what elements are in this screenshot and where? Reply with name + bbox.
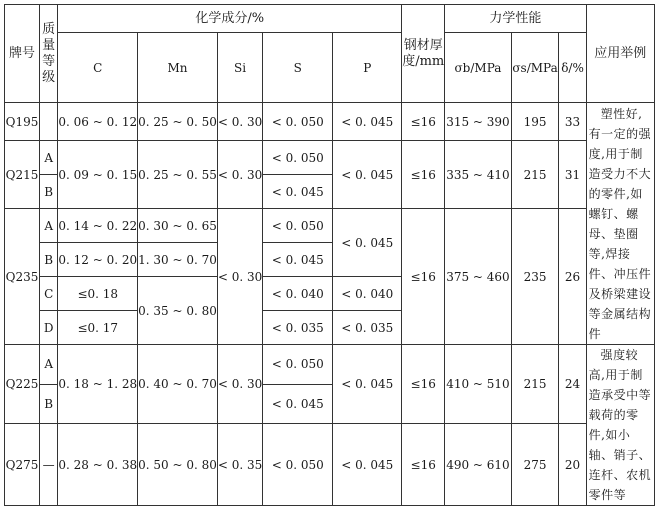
q275-s: < 0. 050 [263,424,333,506]
q215-thk: ≤16 [402,141,445,209]
q195-p: < 0. 045 [333,103,402,141]
q235-quality-d: D [39,311,57,345]
q275-c: 0. 28 ~ 0. 38 [58,424,138,506]
q275-p: < 0. 045 [333,424,402,506]
q235-sb: 375 ~ 460 [445,209,511,345]
q225-ss: 215 [511,345,559,424]
q215-si: < 0. 30 [217,141,262,209]
q235-p-c: < 0. 040 [333,277,402,311]
q215-s-b: < 0. 045 [263,175,333,209]
q225-s-b: < 0. 045 [263,384,333,424]
s-header: S [263,33,333,103]
q195-si: < 0. 30 [217,103,262,141]
q235-c-c: ≤0. 18 [58,277,138,311]
q235-grade: Q235 [5,209,40,345]
q225-delta: 24 [559,345,586,424]
p-header: P [333,33,402,103]
q225-c: 0. 18 ~ 1. 28 [58,345,138,424]
q195-mn: 0. 25 ~ 0. 50 [138,103,218,141]
quality-header: 质量等级 [39,5,57,103]
q225-quality-b: B [39,384,57,424]
q215-delta: 31 [559,141,586,209]
q195-s: < 0. 050 [263,103,333,141]
q275-ss: 275 [511,424,559,506]
q235-mn-a: 0. 30 ~ 0. 65 [138,209,218,243]
q235-thk: ≤16 [402,209,445,345]
q235-si: < 0. 30 [217,209,262,345]
application-note-1 [586,103,654,345]
q235-ss: 235 [511,209,559,345]
q235-quality-b: B [39,243,57,277]
q275-mn: 0. 50 ~ 0. 80 [138,424,218,506]
q195-sb: 315 ~ 390 [445,103,511,141]
q215-grade: Q215 [5,141,40,209]
q235-s-a: < 0. 050 [263,209,333,243]
q195-grade: Q195 [5,103,40,141]
q235-mn-b: 1. 30 ~ 0. 70 [138,243,218,277]
q235-mn-cd: 0. 35 ~ 0. 80 [138,277,218,345]
q225-thk: ≤16 [402,345,445,424]
q275-si: < 0. 35 [217,424,262,506]
q235-quality-c: C [39,277,57,311]
q235-c-d: ≤0. 17 [58,311,138,345]
thickness-header: 钢材厚度/mm [402,5,445,103]
q195-quality [39,103,57,141]
q215-quality-b: B [39,175,57,209]
q235-c-b: 0. 12 ~ 0. 20 [58,243,138,277]
application-text-2: 强度较高,用于制造承受中等载荷的零件,如小轴、销子、连杆、农机零件等 [588,348,652,502]
q235-p-ab: < 0. 045 [333,209,402,277]
q225-sb: 410 ~ 510 [445,345,511,424]
q235-delta: 26 [559,209,586,345]
q195-delta: 33 [559,103,586,141]
application-note-2 [586,345,654,506]
q195-thk: ≤16 [402,103,445,141]
si-header: Si [217,33,262,103]
q215-s-a: < 0. 050 [263,141,333,175]
q235-quality-a: A [39,209,57,243]
q275-quality: — [39,424,57,506]
q235-s-d: < 0. 035 [263,311,333,345]
delta-header: δ/% [559,33,586,103]
q215-p: < 0. 045 [333,141,402,209]
sigma-s-header: σs/MPa [511,33,559,103]
q225-mn: 0. 40 ~ 0. 70 [138,345,218,424]
q195-ss: 195 [511,103,559,141]
sigma-b-header: σb/MPa [445,33,511,103]
chem-header: 化学成分/% [58,5,402,33]
q275-sb: 490 ~ 610 [445,424,511,506]
application-text-1: 塑性好,有一定的强度,用于制造受力不大的零件,如螺钉、螺母、垫圈等,焊接件、冲压件及桥梁建设等金属结构件 [588,106,652,341]
q215-c: 0. 09 ~ 0. 15 [58,141,138,209]
q225-grade: Q225 [5,345,40,424]
steel-table-wrap [4,4,655,506]
q225-si: < 0. 30 [217,345,262,424]
q225-quality-a: A [39,345,57,385]
q215-sb: 335 ~ 410 [445,141,511,209]
q275-thk: ≤16 [402,424,445,506]
q235-c-a: 0. 14 ~ 0. 22 [58,209,138,243]
c-header: C [58,33,138,103]
q235-s-c: < 0. 040 [263,277,333,311]
q195-c: 0. 06 ~ 0. 12 [58,103,138,141]
q225-s-a: < 0. 050 [263,345,333,385]
q235-s-b: < 0. 045 [263,243,333,277]
q275-delta: 20 [559,424,586,506]
q225-p: < 0. 045 [333,345,402,424]
q215-ss: 215 [511,141,559,209]
q215-quality-a: A [39,141,57,175]
carbon-steel-table [4,4,655,506]
application-header: 应用举例 [586,5,654,103]
q275-grade: Q275 [5,424,40,506]
mech-header: 力学性能 [445,5,586,33]
q215-mn: 0. 25 ~ 0. 55 [138,141,218,209]
grade-header: 牌号 [5,5,40,103]
q235-p-d: < 0. 035 [333,311,402,345]
mn-header: Mn [138,33,218,103]
